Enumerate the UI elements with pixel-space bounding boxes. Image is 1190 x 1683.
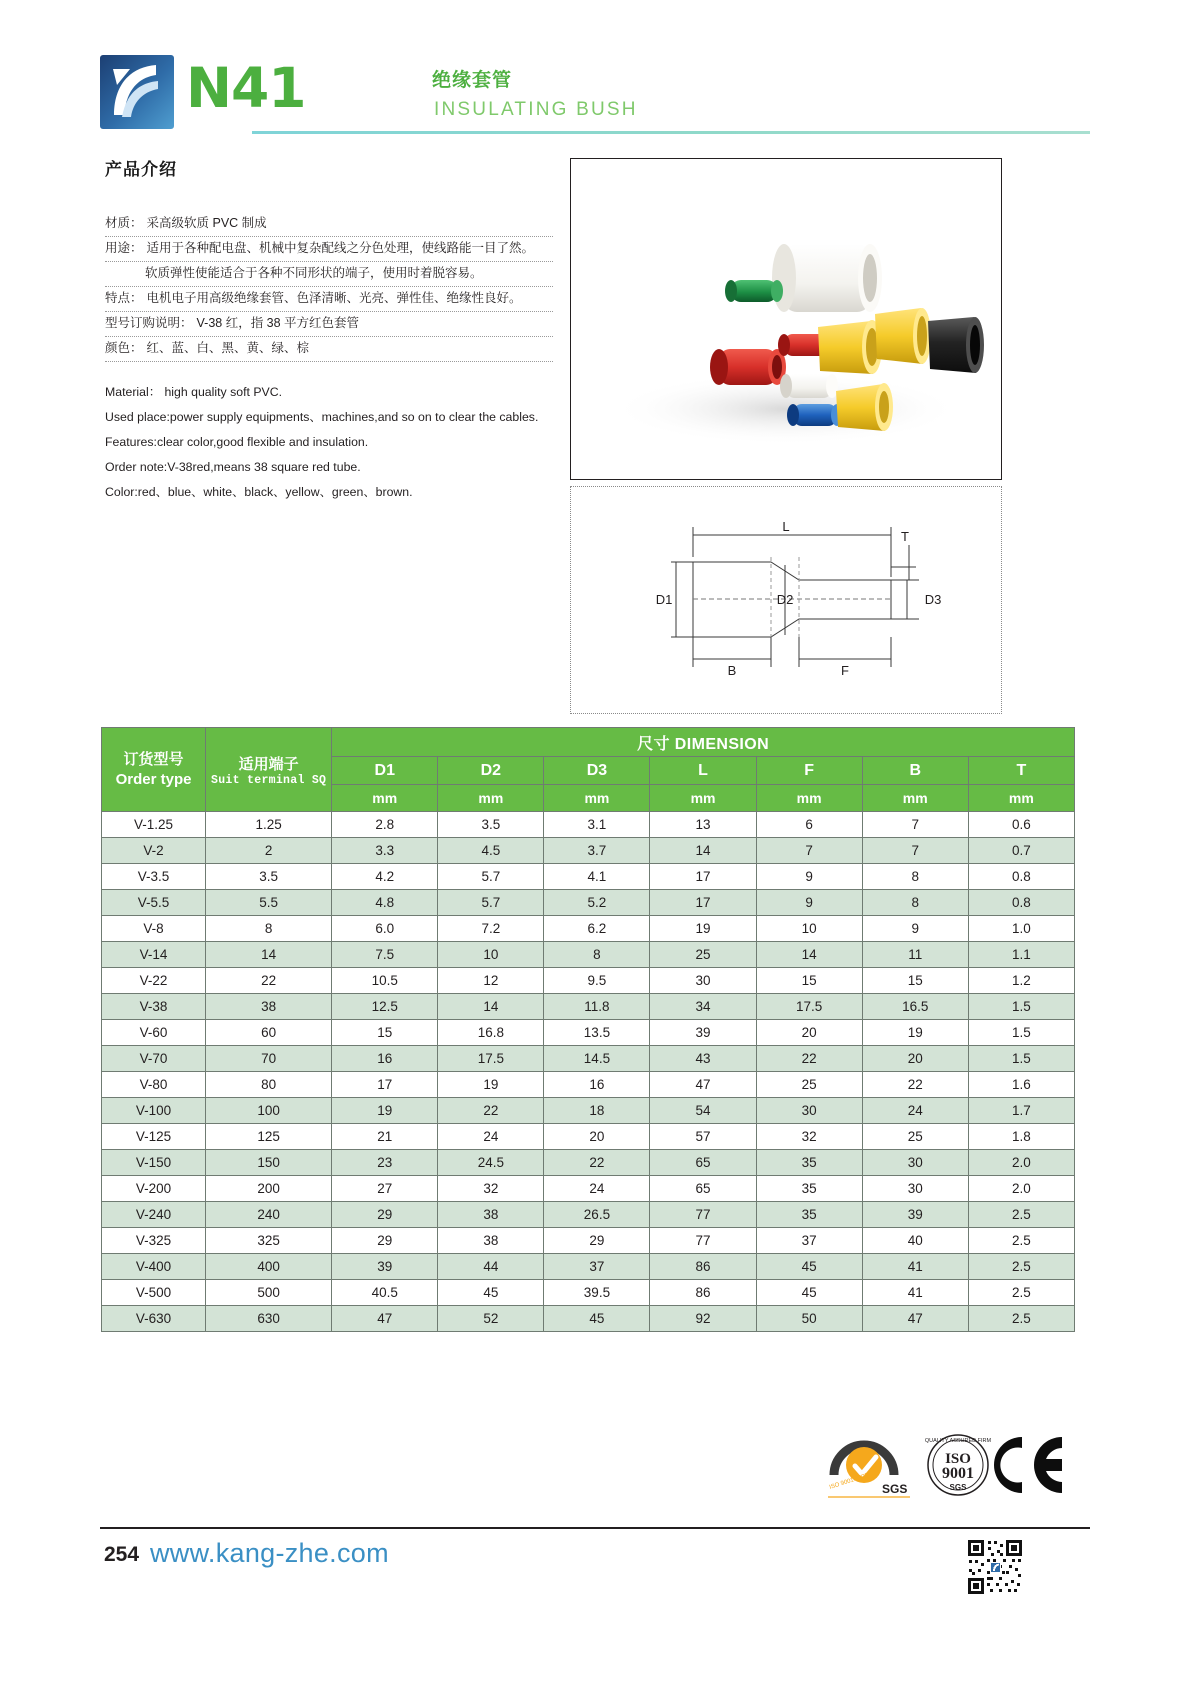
- col-unit-l: mm: [650, 785, 756, 812]
- svg-text:9001: 9001: [942, 1465, 974, 1482]
- bush-red: [710, 349, 786, 385]
- footer-divider: [100, 1527, 1090, 1529]
- table-row: [102, 1254, 1075, 1280]
- cell-suit-terminal: 150: [206, 1150, 332, 1176]
- cell-suit-terminal: 100: [206, 1098, 332, 1124]
- cell-d2: 10: [438, 942, 544, 968]
- cell-l: 34: [650, 994, 756, 1020]
- cell-order-type: V-630: [102, 1306, 206, 1332]
- cell-f: 17.5: [756, 994, 862, 1020]
- col-header-d1: D1: [332, 757, 438, 785]
- cell-b: 30: [862, 1150, 968, 1176]
- cell-f: 30: [756, 1098, 862, 1124]
- cell-suit-terminal: 38: [206, 994, 332, 1020]
- spec-label: 颜色：: [105, 341, 143, 355]
- cell-order-type: V-8: [102, 916, 206, 942]
- col-header-d2: D2: [438, 757, 544, 785]
- cell-d2: 22: [438, 1098, 544, 1124]
- col-header-b: B: [862, 757, 968, 785]
- cell-suit-terminal: 14: [206, 942, 332, 968]
- cell-t: 2.0: [968, 1150, 1074, 1176]
- cell-t: 0.8: [968, 890, 1074, 916]
- cell-l: 25: [650, 942, 756, 968]
- diagram-label-B: B: [727, 663, 737, 678]
- col-header-dimension-group: 尺寸 DIMENSION: [332, 728, 1075, 757]
- spec-en-line: Features:clear color,good flexible and insulation.: [105, 435, 369, 449]
- svg-text:SGS: SGS: [949, 1483, 967, 1492]
- cell-order-type: V-80: [102, 1072, 206, 1098]
- cell-d1: 4.2: [332, 864, 438, 890]
- table-row: [102, 1228, 1075, 1254]
- cell-b: 24: [862, 1098, 968, 1124]
- spec-value: 采高级软质 PVC 制成: [146, 216, 267, 230]
- bush-white-small: [780, 374, 838, 398]
- cell-d2: 19: [438, 1072, 544, 1098]
- spec-list-en: [105, 380, 555, 505]
- cell-t: 0.6: [968, 812, 1074, 838]
- cell-order-type: V-60: [102, 1020, 206, 1046]
- cell-suit-terminal: 3.5: [206, 864, 332, 890]
- spec-row: [105, 337, 553, 362]
- cell-d3: 6.2: [544, 916, 650, 942]
- cell-d3: 5.2: [544, 890, 650, 916]
- spec-row: [105, 237, 553, 262]
- cell-l: 54: [650, 1098, 756, 1124]
- col-unit-d2: mm: [438, 785, 544, 812]
- cell-b: 9: [862, 916, 968, 942]
- col-header-suit-terminal-en: Suit terminal SQ: [211, 773, 327, 787]
- cell-t: 0.8: [968, 864, 1074, 890]
- cell-l: 77: [650, 1202, 756, 1228]
- cell-d2: 5.7: [438, 890, 544, 916]
- cell-t: 1.5: [968, 994, 1074, 1020]
- bush-yellow-1: [818, 320, 882, 374]
- cell-f: 35: [756, 1176, 862, 1202]
- col-header-f: F: [756, 757, 862, 785]
- cell-f: 20: [756, 1020, 862, 1046]
- spec-value: 适用于各种配电盘、机械中复杂配线之分色处理，使线路能一目了然。: [146, 241, 535, 255]
- cell-d2: 4.5: [438, 838, 544, 864]
- cell-order-type: V-14: [102, 942, 206, 968]
- cell-f: 45: [756, 1280, 862, 1306]
- cell-suit-terminal: 80: [206, 1072, 332, 1098]
- table-row: [102, 916, 1075, 942]
- cell-d1: 40.5: [332, 1280, 438, 1306]
- cell-l: 39: [650, 1020, 756, 1046]
- cell-f: 50: [756, 1306, 862, 1332]
- cell-l: 65: [650, 1176, 756, 1202]
- cell-l: 30: [650, 968, 756, 994]
- cell-order-type: V-3.5: [102, 864, 206, 890]
- cell-order-type: V-125: [102, 1124, 206, 1150]
- cell-d2: 16.8: [438, 1020, 544, 1046]
- col-header-suit-terminal: [206, 728, 332, 812]
- cell-t: 2.0: [968, 1176, 1074, 1202]
- diagram-label-D3: D3: [924, 592, 942, 607]
- col-header-l: L: [650, 757, 756, 785]
- spec-en-line: Color:red、blue、white、black、yellow、green、brown.: [105, 485, 413, 499]
- cell-b: 41: [862, 1254, 968, 1280]
- cell-suit-terminal: 400: [206, 1254, 332, 1280]
- cell-b: 19: [862, 1020, 968, 1046]
- cell-d2: 7.2: [438, 916, 544, 942]
- cell-t: 1.6: [968, 1072, 1074, 1098]
- cell-d3: 18: [544, 1098, 650, 1124]
- cell-f: 22: [756, 1046, 862, 1072]
- diagram-label-F: F: [841, 663, 849, 678]
- cell-d1: 17: [332, 1072, 438, 1098]
- qr-code-icon: [966, 1538, 1024, 1596]
- spec-label: 特点：: [105, 291, 143, 305]
- cell-d2: 12: [438, 968, 544, 994]
- col-header-order-type-cn: 订货型号: [123, 750, 184, 768]
- spec-value: 电机电子用高级绝缘套管、色泽清晰、光亮、弹性佳、绝缘性良好。: [146, 291, 522, 305]
- cell-t: 1.0: [968, 916, 1074, 942]
- cell-l: 19: [650, 916, 756, 942]
- table-row: [102, 812, 1075, 838]
- spec-label: 型号订购说明：: [105, 316, 193, 330]
- cell-d1: 10.5: [332, 968, 438, 994]
- cell-d3: 9.5: [544, 968, 650, 994]
- cell-suit-terminal: 5.5: [206, 890, 332, 916]
- diagram-label-D2: D2: [776, 592, 794, 607]
- col-unit-t: mm: [968, 785, 1074, 812]
- cell-d1: 47: [332, 1306, 438, 1332]
- cell-d2: 14: [438, 994, 544, 1020]
- cell-d1: 19: [332, 1098, 438, 1124]
- cell-d1: 39: [332, 1254, 438, 1280]
- cell-d1: 29: [332, 1228, 438, 1254]
- cell-suit-terminal: 240: [206, 1202, 332, 1228]
- cell-t: 1.5: [968, 1020, 1074, 1046]
- col-header-order-type: [102, 728, 206, 812]
- cell-l: 86: [650, 1280, 756, 1306]
- cell-suit-terminal: 70: [206, 1046, 332, 1072]
- cell-suit-terminal: 22: [206, 968, 332, 994]
- table-row: [102, 890, 1075, 916]
- col-header-t: T: [968, 757, 1074, 785]
- cell-f: 9: [756, 864, 862, 890]
- cell-order-type: V-70: [102, 1046, 206, 1072]
- cell-d1: 16: [332, 1046, 438, 1072]
- cell-f: 32: [756, 1124, 862, 1150]
- cell-b: 8: [862, 864, 968, 890]
- table-row: [102, 1124, 1075, 1150]
- page-title-en: INSULATING BUSH: [434, 99, 638, 120]
- kangzhe-logo-icon: [100, 55, 174, 129]
- col-unit-d3: mm: [544, 785, 650, 812]
- col-header-d3: D3: [544, 757, 650, 785]
- col-header-order-type-en: Order type: [115, 770, 192, 788]
- svg-text:SGS: SGS: [882, 1482, 908, 1496]
- cell-d2: 38: [438, 1202, 544, 1228]
- cell-f: 37: [756, 1228, 862, 1254]
- bush-yellow-3: [836, 383, 893, 431]
- svg-text:QUALITY ASSURED FIRM: QUALITY ASSURED FIRM: [924, 1438, 992, 1444]
- cell-l: 14: [650, 838, 756, 864]
- cell-t: 1.1: [968, 942, 1074, 968]
- cell-b: 20: [862, 1046, 968, 1072]
- table-row: [102, 1020, 1075, 1046]
- spec-en-line: Order note:V-38red,means 38 square red tube.: [105, 460, 361, 474]
- col-unit-b: mm: [862, 785, 968, 812]
- table-row: [102, 1072, 1075, 1098]
- cell-d2: 52: [438, 1306, 544, 1332]
- cell-d1: 27: [332, 1176, 438, 1202]
- header-divider: [252, 131, 1090, 134]
- cell-d3: 39.5: [544, 1280, 650, 1306]
- table-row: [102, 864, 1075, 890]
- spec-row: [105, 312, 553, 337]
- diagram-label-D1: D1: [655, 592, 673, 607]
- cell-d1: 3.3: [332, 838, 438, 864]
- cell-order-type: V-1.25: [102, 812, 206, 838]
- spec-value: 红、蓝、白、黑、黄、绿、棕: [146, 341, 310, 355]
- cell-t: 1.2: [968, 968, 1074, 994]
- cell-t: 0.7: [968, 838, 1074, 864]
- cell-order-type: V-100: [102, 1098, 206, 1124]
- cell-d2: 5.7: [438, 864, 544, 890]
- cell-t: 2.5: [968, 1202, 1074, 1228]
- diagram-label-T: T: [901, 529, 909, 544]
- spec-label: 材质：: [105, 216, 143, 230]
- spec-en-line: Material： high quality soft PVC.: [105, 385, 283, 399]
- product-photo: [570, 158, 1002, 480]
- cell-d2: 24: [438, 1124, 544, 1150]
- dimension-diagram: [570, 486, 1002, 714]
- cell-d3: 3.1: [544, 812, 650, 838]
- cell-b: 39: [862, 1202, 968, 1228]
- page-header: [100, 55, 1090, 137]
- cell-order-type: V-325: [102, 1228, 206, 1254]
- col-header-suit-terminal-cn: 适用端子: [238, 755, 299, 773]
- cell-d3: 26.5: [544, 1202, 650, 1228]
- cell-d2: 17.5: [438, 1046, 544, 1072]
- cell-l: 65: [650, 1150, 756, 1176]
- table-row: [102, 1176, 1075, 1202]
- svg-text:ISO 9001:2000: ISO 9001:2000: [828, 1472, 870, 1491]
- cell-f: 14: [756, 942, 862, 968]
- cell-d1: 4.8: [332, 890, 438, 916]
- cell-suit-terminal: 200: [206, 1176, 332, 1202]
- table-row: [102, 1306, 1075, 1332]
- bush-blue: [787, 404, 843, 426]
- spec-list-cn: [105, 212, 553, 362]
- cell-t: 2.5: [968, 1306, 1074, 1332]
- cell-l: 77: [650, 1228, 756, 1254]
- svg-text:ISO: ISO: [945, 1451, 971, 1467]
- diagram-label-L: L: [782, 519, 790, 534]
- cell-order-type: V-38: [102, 994, 206, 1020]
- table-row: [102, 994, 1075, 1020]
- cell-d2: 44: [438, 1254, 544, 1280]
- spec-value: V-38 红，指 38 平方红色套管: [196, 316, 360, 330]
- product-model-code: N41: [186, 56, 306, 120]
- cell-l: 17: [650, 890, 756, 916]
- bush-green: [725, 280, 783, 302]
- bush-yellow-2: [875, 308, 931, 364]
- spec-label: 用途：: [105, 241, 143, 255]
- cell-order-type: V-22: [102, 968, 206, 994]
- cell-d1: 12.5: [332, 994, 438, 1020]
- cell-f: 7: [756, 838, 862, 864]
- cell-order-type: V-2: [102, 838, 206, 864]
- cell-l: 92: [650, 1306, 756, 1332]
- cell-b: 8: [862, 890, 968, 916]
- cell-order-type: V-500: [102, 1280, 206, 1306]
- cell-b: 40: [862, 1228, 968, 1254]
- specification-table: [101, 727, 1075, 1332]
- table-row: [102, 838, 1075, 864]
- cell-l: 43: [650, 1046, 756, 1072]
- cell-d1: 29: [332, 1202, 438, 1228]
- table-row: [102, 942, 1075, 968]
- ce-mark-badge: [994, 1437, 1062, 1493]
- cell-l: 57: [650, 1124, 756, 1150]
- cell-d3: 4.1: [544, 864, 650, 890]
- cell-d3: 24: [544, 1176, 650, 1202]
- spec-row: [105, 262, 553, 287]
- cell-b: 22: [862, 1072, 968, 1098]
- cell-d3: 16: [544, 1072, 650, 1098]
- cell-t: 1.7: [968, 1098, 1074, 1124]
- cell-f: 9: [756, 890, 862, 916]
- cell-f: 6: [756, 812, 862, 838]
- cell-d2: 3.5: [438, 812, 544, 838]
- spec-row: [105, 287, 553, 312]
- cell-d2: 45: [438, 1280, 544, 1306]
- cell-d1: 7.5: [332, 942, 438, 968]
- website-url[interactable]: www.kang-zhe.com: [150, 1538, 389, 1568]
- cell-d3: 37: [544, 1254, 650, 1280]
- bush-black: [928, 317, 984, 373]
- cell-t: 2.5: [968, 1228, 1074, 1254]
- table-row: [102, 1202, 1075, 1228]
- cell-b: 30: [862, 1176, 968, 1202]
- table-row: [102, 1150, 1075, 1176]
- cell-t: 2.5: [968, 1254, 1074, 1280]
- cell-order-type: V-150: [102, 1150, 206, 1176]
- cell-d2: 24.5: [438, 1150, 544, 1176]
- cell-suit-terminal: 1.25: [206, 812, 332, 838]
- cell-t: 1.8: [968, 1124, 1074, 1150]
- iso-9001-badge: [925, 1435, 992, 1495]
- table-row: [102, 1046, 1075, 1072]
- cell-t: 1.5: [968, 1046, 1074, 1072]
- certification-badges: [826, 1423, 1076, 1501]
- cell-suit-terminal: 125: [206, 1124, 332, 1150]
- cell-d3: 13.5: [544, 1020, 650, 1046]
- cell-f: 35: [756, 1202, 862, 1228]
- cell-d3: 29: [544, 1228, 650, 1254]
- cell-d3: 3.7: [544, 838, 650, 864]
- cell-b: 7: [862, 812, 968, 838]
- cell-l: 47: [650, 1072, 756, 1098]
- spec-value: 软质弹性使能适合于各种不同形状的端子，使用时着脱容易。: [145, 266, 483, 280]
- page-title-cn: 绝缘套管: [432, 70, 513, 91]
- col-unit-f: mm: [756, 785, 862, 812]
- sgs-iso9001-2000-badge: [828, 1445, 910, 1497]
- cell-suit-terminal: 8: [206, 916, 332, 942]
- col-unit-d1: mm: [332, 785, 438, 812]
- cell-suit-terminal: 2: [206, 838, 332, 864]
- cell-t: 2.5: [968, 1280, 1074, 1306]
- cell-d1: 15: [332, 1020, 438, 1046]
- cell-b: 25: [862, 1124, 968, 1150]
- cell-d2: 32: [438, 1176, 544, 1202]
- cell-suit-terminal: 500: [206, 1280, 332, 1306]
- cell-order-type: V-5.5: [102, 890, 206, 916]
- cell-d3: 14.5: [544, 1046, 650, 1072]
- cell-l: 17: [650, 864, 756, 890]
- spec-row: [105, 212, 553, 237]
- cell-b: 16.5: [862, 994, 968, 1020]
- cell-order-type: V-240: [102, 1202, 206, 1228]
- table-row: [102, 968, 1075, 994]
- cell-d3: 11.8: [544, 994, 650, 1020]
- cell-b: 41: [862, 1280, 968, 1306]
- cell-f: 15: [756, 968, 862, 994]
- cell-suit-terminal: 630: [206, 1306, 332, 1332]
- cell-l: 13: [650, 812, 756, 838]
- cell-d3: 22: [544, 1150, 650, 1176]
- cell-b: 47: [862, 1306, 968, 1332]
- spec-en-line: Used place:power supply equipments、machines,and so on to clear the cables.: [105, 410, 539, 424]
- intro-heading: 产品介绍: [105, 160, 177, 179]
- cell-d1: 2.8: [332, 812, 438, 838]
- cell-f: 10: [756, 916, 862, 942]
- table-row: [102, 1280, 1075, 1306]
- cell-l: 86: [650, 1254, 756, 1280]
- cell-b: 7: [862, 838, 968, 864]
- cell-f: 35: [756, 1150, 862, 1176]
- page-number: 254: [104, 1543, 140, 1566]
- cell-suit-terminal: 325: [206, 1228, 332, 1254]
- cell-d1: 6.0: [332, 916, 438, 942]
- cell-d3: 8: [544, 942, 650, 968]
- table-row: [102, 1098, 1075, 1124]
- cell-order-type: V-200: [102, 1176, 206, 1202]
- cell-d3: 20: [544, 1124, 650, 1150]
- cell-d3: 45: [544, 1306, 650, 1332]
- cell-f: 25: [756, 1072, 862, 1098]
- cell-d1: 23: [332, 1150, 438, 1176]
- cell-b: 11: [862, 942, 968, 968]
- cell-d2: 38: [438, 1228, 544, 1254]
- cell-order-type: V-400: [102, 1254, 206, 1280]
- bush-white-large: [772, 244, 882, 312]
- cell-f: 45: [756, 1254, 862, 1280]
- cell-b: 15: [862, 968, 968, 994]
- cell-d1: 21: [332, 1124, 438, 1150]
- cell-suit-terminal: 60: [206, 1020, 332, 1046]
